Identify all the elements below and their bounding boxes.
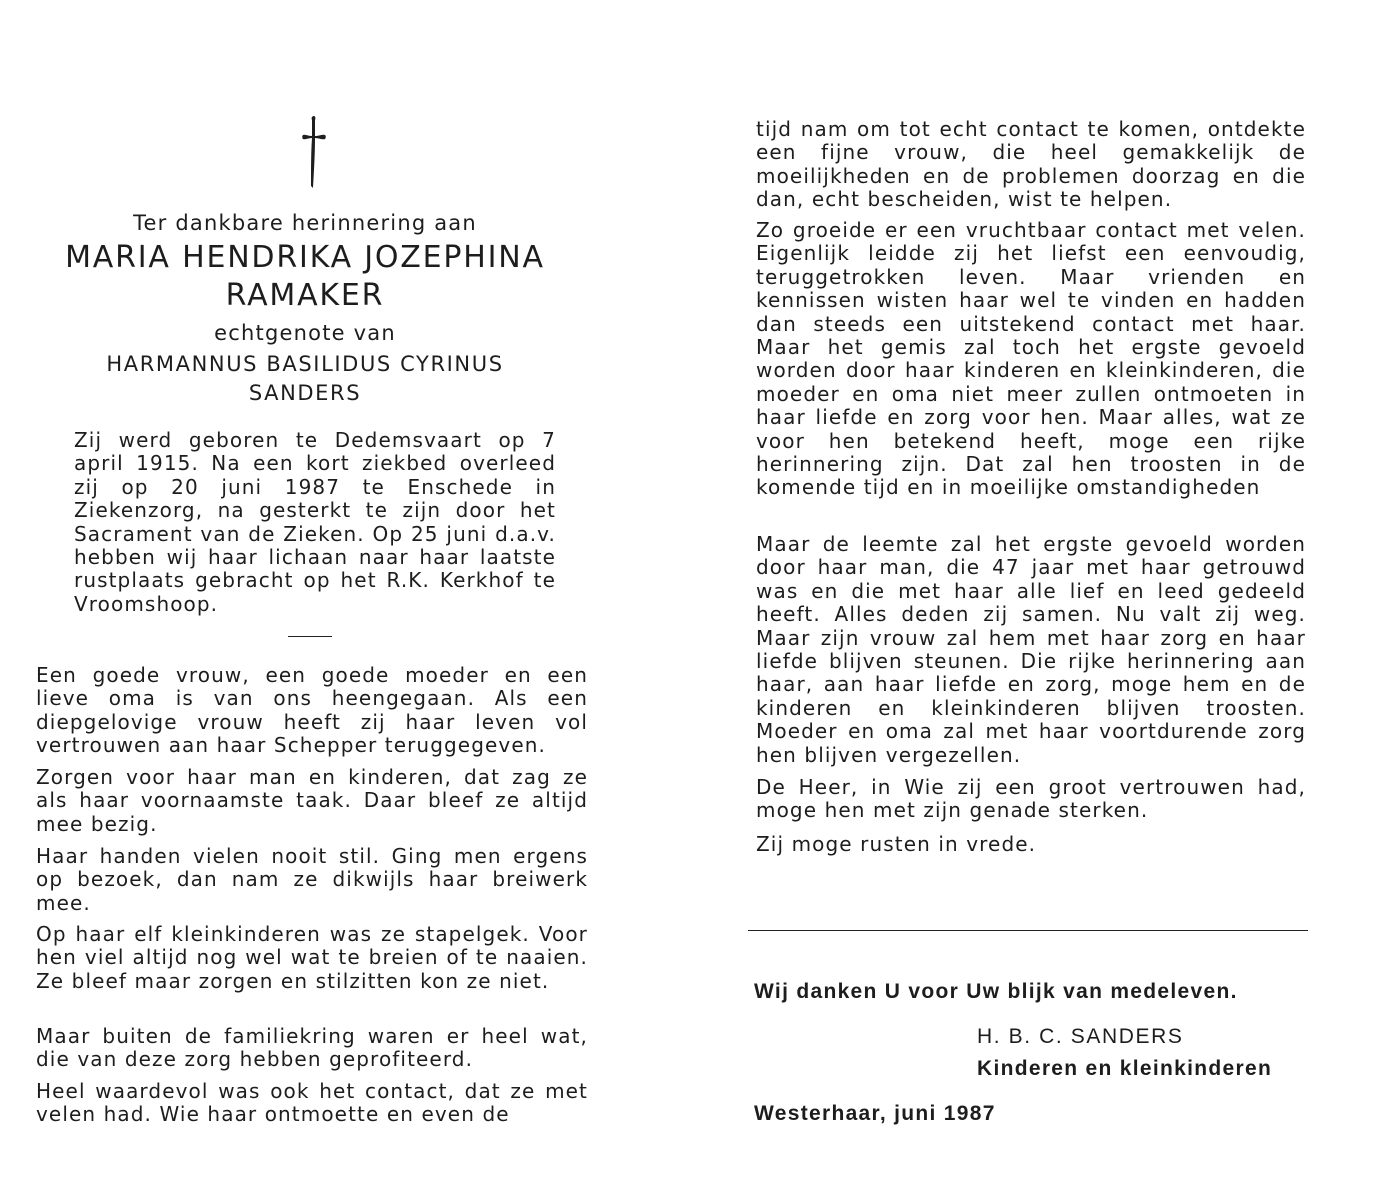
deceased-name-line2: RAMAKER xyxy=(225,278,385,313)
spouse-of-label: echtgenote van xyxy=(214,321,396,345)
spouse-name-line2: SANDERS xyxy=(248,381,362,405)
place-date: Westerhaar, juni 1987 xyxy=(754,1102,996,1125)
left-paragraph-1: Een goede vrouw, een goede moeder en een lieve oma is van ons heengegaan. Als een diepgelovige vrouw heeft zij haar leven vol vertrouwen aan haar Schepper teruggegeven. xyxy=(36,663,588,758)
signature-family: Kinderen en kleinkinderen xyxy=(977,1057,1273,1080)
spouse-name-line1: HARMANNUS BASILIDUS CYRINUS xyxy=(106,352,504,376)
signature-name: H. B. C. SANDERS xyxy=(977,1025,1184,1048)
left-paragraph-6: Heel waardevol was ook het contact, dat ze met velen had. Wie haar ontmoette en even de xyxy=(36,1079,588,1127)
left-paragraph-2: Zorgen voor haar man en kinderen, dat zag ze als haar voornaamste taak. Daar bleef ze altijd mee bezig. xyxy=(36,765,588,836)
right-paragraph-5: Zij moge rusten in vrede. xyxy=(756,832,1037,856)
biography-paragraph: Zij werd geboren te Dedemsvaart op 7 april 1915. Na een kort ziekbed overleed zij op 20 juni 1987 te Enschede in Ziekenzorg, na gesterkt te zijn door het Sacrament van de Zieken. Op 25 juni d.a.v. hebben wij haar lichaan naar haar laatste rustplaats gebracht op het R.K. Kerkhof te Vroomshoop. xyxy=(74,428,556,616)
left-paragraph-3: Haar handen vielen nooit stil. Ging men ergens op bezoek, dan nam ze dikwijls haar breiwerk mee. xyxy=(36,844,588,915)
right-paragraph-2: Zo groeide er een vruchtbaar contact met velen. Eigenlijk leidde zij het liefst een eenvoudig, teruggetrokken leven. Maar vrienden en kennissen wisten haar wel te vinden en hadden dan steeds een uitstekend contact met haar. Maar het gemis zal toch het ergste gevoeld worden door haar kinderen en kleinkinderen, die moeder en oma niet meer zullen ontmoeten in haar liefde en zorg voor hen. Maar alles, wat ze voor hen betekend heeft, moge een rijke herinnering zijn. Dat zal hen troosten in de komende tijd en in moeilijke omstandigheden xyxy=(756,218,1306,500)
closing-divider xyxy=(748,930,1308,931)
left-paragraph-5: Maar buiten de familiekring waren er heel wat, die van deze zorg hebben geprofiteerd. xyxy=(36,1024,588,1072)
right-paragraph-4: De Heer, in Wie zij een groot vertrouwen had, moge hen met zijn genade sterken. xyxy=(756,775,1306,823)
right-paragraph-1: tijd nam om tot echt contact te komen, ontdekte een fijne vrouw, die heel gemakkelijk de moeilijkheden en de problemen doorzag en die dan, echt bescheiden, wist te helpen. xyxy=(756,117,1306,212)
right-paragraph-3: Maar de leemte zal het ergste gevoeld worden door haar man, die 47 jaar met haar getrouwd was en die met haar alle lief en leed gedeeld heeft. Alles deden zij samen. Nu valt zij weg. Maar zijn vrouw zal hem met haar zorg en haar liefde blijven steunen. Die rijke herinnering aan haar, aan haar liefde en zorg, moge hem en de kinderen en kleinkinderen blijven troosten. Moeder en oma zal met haar voortdurende zorg hen blijven vergezellen. xyxy=(756,532,1306,767)
divider xyxy=(288,636,332,637)
deceased-name-line1: MARIA HENDRIKA JOZEPHINA xyxy=(65,240,545,275)
thanks-line: Wij danken U voor Uw blijk van medeleven. xyxy=(754,980,1238,1003)
cross-icon xyxy=(294,110,334,190)
dedication-intro: Ter dankbare herinnering aan xyxy=(133,211,477,235)
left-paragraph-4: Op haar elf kleinkinderen was ze stapelgek. Voor hen viel altijd nog wel wat te breien of te naaien. Ze bleef maar zorgen en stilzitten kon ze niet. xyxy=(36,922,588,993)
